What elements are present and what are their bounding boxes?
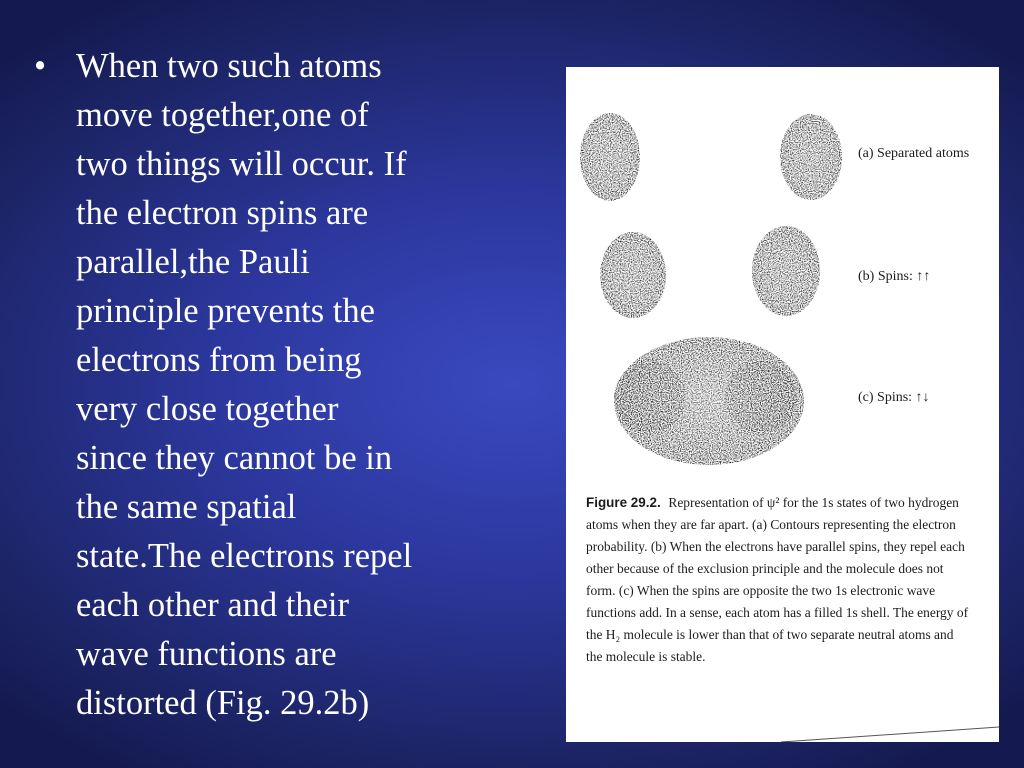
label-separated-atoms: (a) Separated atoms [858,146,970,161]
atom-a-left [580,113,640,201]
atom-b-right [752,226,820,316]
label-spins-parallel: (b) Spins: ↑↑ [858,269,931,284]
atom-a-right [780,114,842,200]
figure-number: Figure 29.2. [586,494,661,510]
bullet-text: When two such atoms move together,one of two things will occur. If the electron spins are parallel,the Pauli principle prevents the electrons from being very close together since they cannot be in the same spatial state.The electrons repel each other and their wave functions are distorted (Fig. 29.2b) [76,47,413,722]
bullet-marker: • [34,47,47,85]
figure-caption [586,491,970,669]
caption-text: Representation of ψ² for the 1s states of two hydrogen atoms when they are far apart. (a) Contours representing the electron probability. (b) When the electrons have parallel spins, they repel each other because of the exclusion principle and the molecule does not form. (c) When the spins are opposite the two 1s electronic wave functions add. In a sense, each atom has a filled 1s shell. The energy of the H₂ molecule is lower than that of two separate neutral atoms and the molecule is stable. [586,496,969,665]
figure-image [566,67,999,742]
bullet-point [30,42,550,728]
label-spins-opposite: (c) Spins: ↑↓ [858,390,930,405]
atom-b-left [600,232,666,318]
